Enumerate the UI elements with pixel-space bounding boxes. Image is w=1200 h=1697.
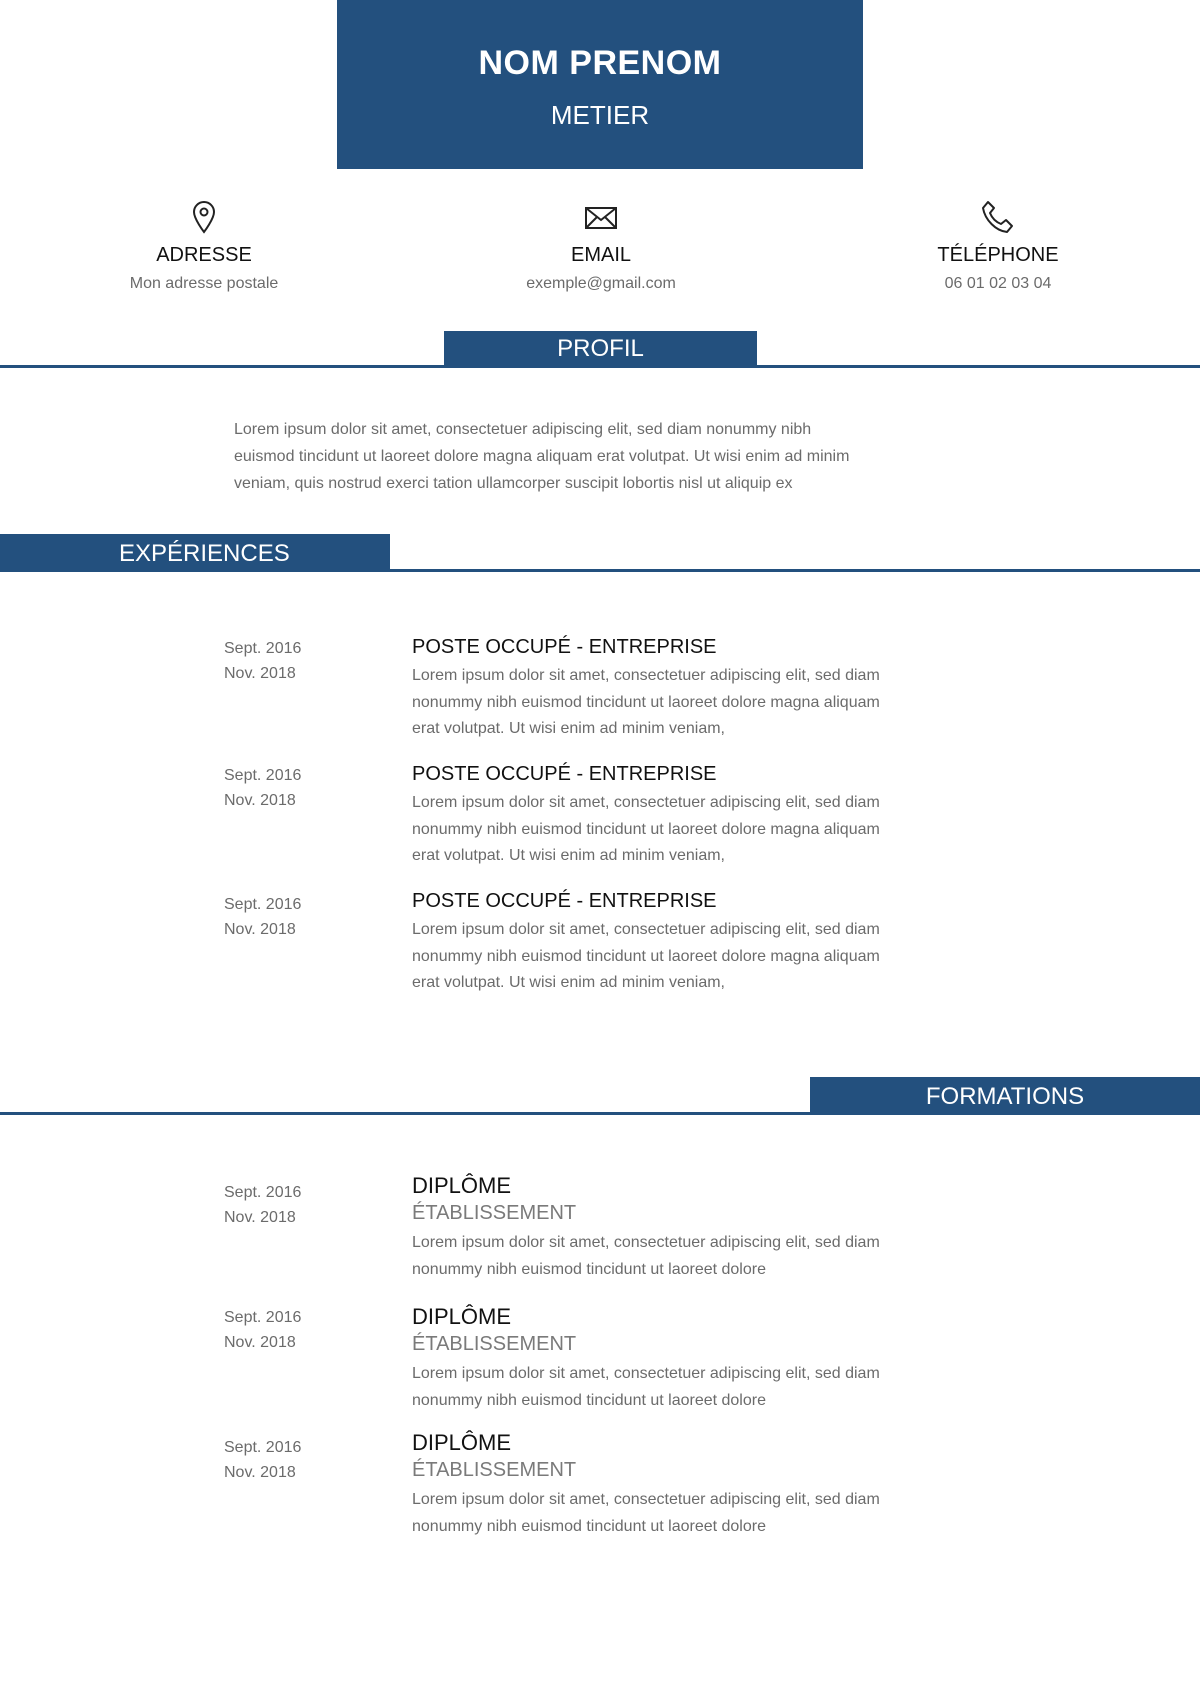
profile-text: Lorem ipsum dolor sit amet, consectetuer adipiscing elit, sed diam nonummy nibh euismod tincidunt ut laoreet dolore magna aliquam erat volutpat. Ut wisi enim ad minim veniam, quis nostrud exerci tation ullamcorper suscipit lobortis nisl ut aliquip ex xyxy=(234,421,850,492)
start-date: Sept. 2016 xyxy=(224,1184,302,1201)
experience-description: Lorem ipsum dolor sit amet, consectetuer adipiscing elit, sed diam nonummy nibh euismod tincidunt ut laoreet dolore magna aliquam erat volutpat. Ut wisi enim ad minim veniam, xyxy=(412,794,880,864)
contact-email xyxy=(451,200,751,293)
experience-entry xyxy=(412,762,882,870)
experience-dates xyxy=(224,892,344,942)
experience-title: POSTE OCCUPÉ - ENTREPRISE xyxy=(412,763,717,785)
contact-label: ADRESSE xyxy=(156,244,252,266)
experiences-heading: EXPÉRIENCES xyxy=(0,534,390,571)
end-date: Nov. 2018 xyxy=(224,921,296,938)
school-name: ÉTABLISSEMENT xyxy=(412,1333,577,1355)
start-date: Sept. 2016 xyxy=(224,1309,302,1326)
contact-value: Mon adresse postale xyxy=(129,275,279,292)
end-date: Nov. 2018 xyxy=(224,1464,296,1481)
header-banner xyxy=(337,0,863,169)
experience-description: Lorem ipsum dolor sit amet, consectetuer adipiscing elit, sed diam nonummy nibh euismod tincidunt ut laoreet dolore magna aliquam erat volutpat. Ut wisi enim ad minim veniam, xyxy=(412,921,880,991)
start-date: Sept. 2016 xyxy=(224,640,302,657)
formation-entry xyxy=(412,1431,882,1540)
formation-dates xyxy=(224,1180,344,1230)
experience-dates xyxy=(224,636,344,686)
formations-heading: FORMATIONS xyxy=(810,1077,1200,1115)
formation-dates xyxy=(224,1305,344,1355)
formation-entry xyxy=(412,1174,882,1283)
experience-title: POSTE OCCUPÉ - ENTREPRISE xyxy=(412,636,717,658)
contact-label: TÉLÉPHONE xyxy=(937,244,1059,266)
phone-icon xyxy=(848,200,1148,234)
school-name: ÉTABLISSEMENT xyxy=(412,1202,577,1224)
envelope-icon xyxy=(451,200,751,234)
contact-value: 06 01 02 03 04 xyxy=(944,275,1052,292)
contact-address xyxy=(54,200,354,293)
contact-value: exemple@gmail.com xyxy=(526,275,676,292)
end-date: Nov. 2018 xyxy=(224,1334,296,1351)
degree-title: DIPLÔME xyxy=(412,1304,512,1329)
start-date: Sept. 2016 xyxy=(224,767,302,784)
experience-description: Lorem ipsum dolor sit amet, consectetuer adipiscing elit, sed diam nonummy nibh euismod tincidunt ut laoreet dolore magna aliquam erat volutpat. Ut wisi enim ad minim veniam, xyxy=(412,667,880,737)
end-date: Nov. 2018 xyxy=(224,792,296,809)
contact-phone xyxy=(848,200,1148,293)
experience-dates xyxy=(224,763,344,813)
end-date: Nov. 2018 xyxy=(224,665,296,682)
experience-entry xyxy=(412,635,882,743)
formation-entry xyxy=(412,1305,882,1414)
experience-title: POSTE OCCUPÉ - ENTREPRISE xyxy=(412,890,717,912)
job-title: METIER xyxy=(550,100,650,130)
experience-entry xyxy=(412,889,882,997)
formation-description: Lorem ipsum dolor sit amet, consectetuer adipiscing elit, sed diam nonummy nibh euismod tincidunt ut laoreet dolore xyxy=(412,1234,880,1278)
candidate-name: NOM PRENOM xyxy=(478,44,722,82)
formation-description: Lorem ipsum dolor sit amet, consectetuer adipiscing elit, sed diam nonummy nibh euismod tincidunt ut laoreet dolore xyxy=(412,1365,880,1409)
degree-title: DIPLÔME xyxy=(412,1173,512,1198)
profile-heading: PROFIL xyxy=(444,331,757,366)
formation-description: Lorem ipsum dolor sit amet, consectetuer adipiscing elit, sed diam nonummy nibh euismod tincidunt ut laoreet dolore xyxy=(412,1491,880,1535)
formation-dates xyxy=(224,1435,344,1485)
end-date: Nov. 2018 xyxy=(224,1209,296,1226)
contact-label: EMAIL xyxy=(570,244,632,266)
degree-title: DIPLÔME xyxy=(412,1430,512,1455)
school-name: ÉTABLISSEMENT xyxy=(412,1459,577,1481)
start-date: Sept. 2016 xyxy=(224,1439,302,1456)
start-date: Sept. 2016 xyxy=(224,896,302,913)
map-pin-icon xyxy=(54,200,354,234)
